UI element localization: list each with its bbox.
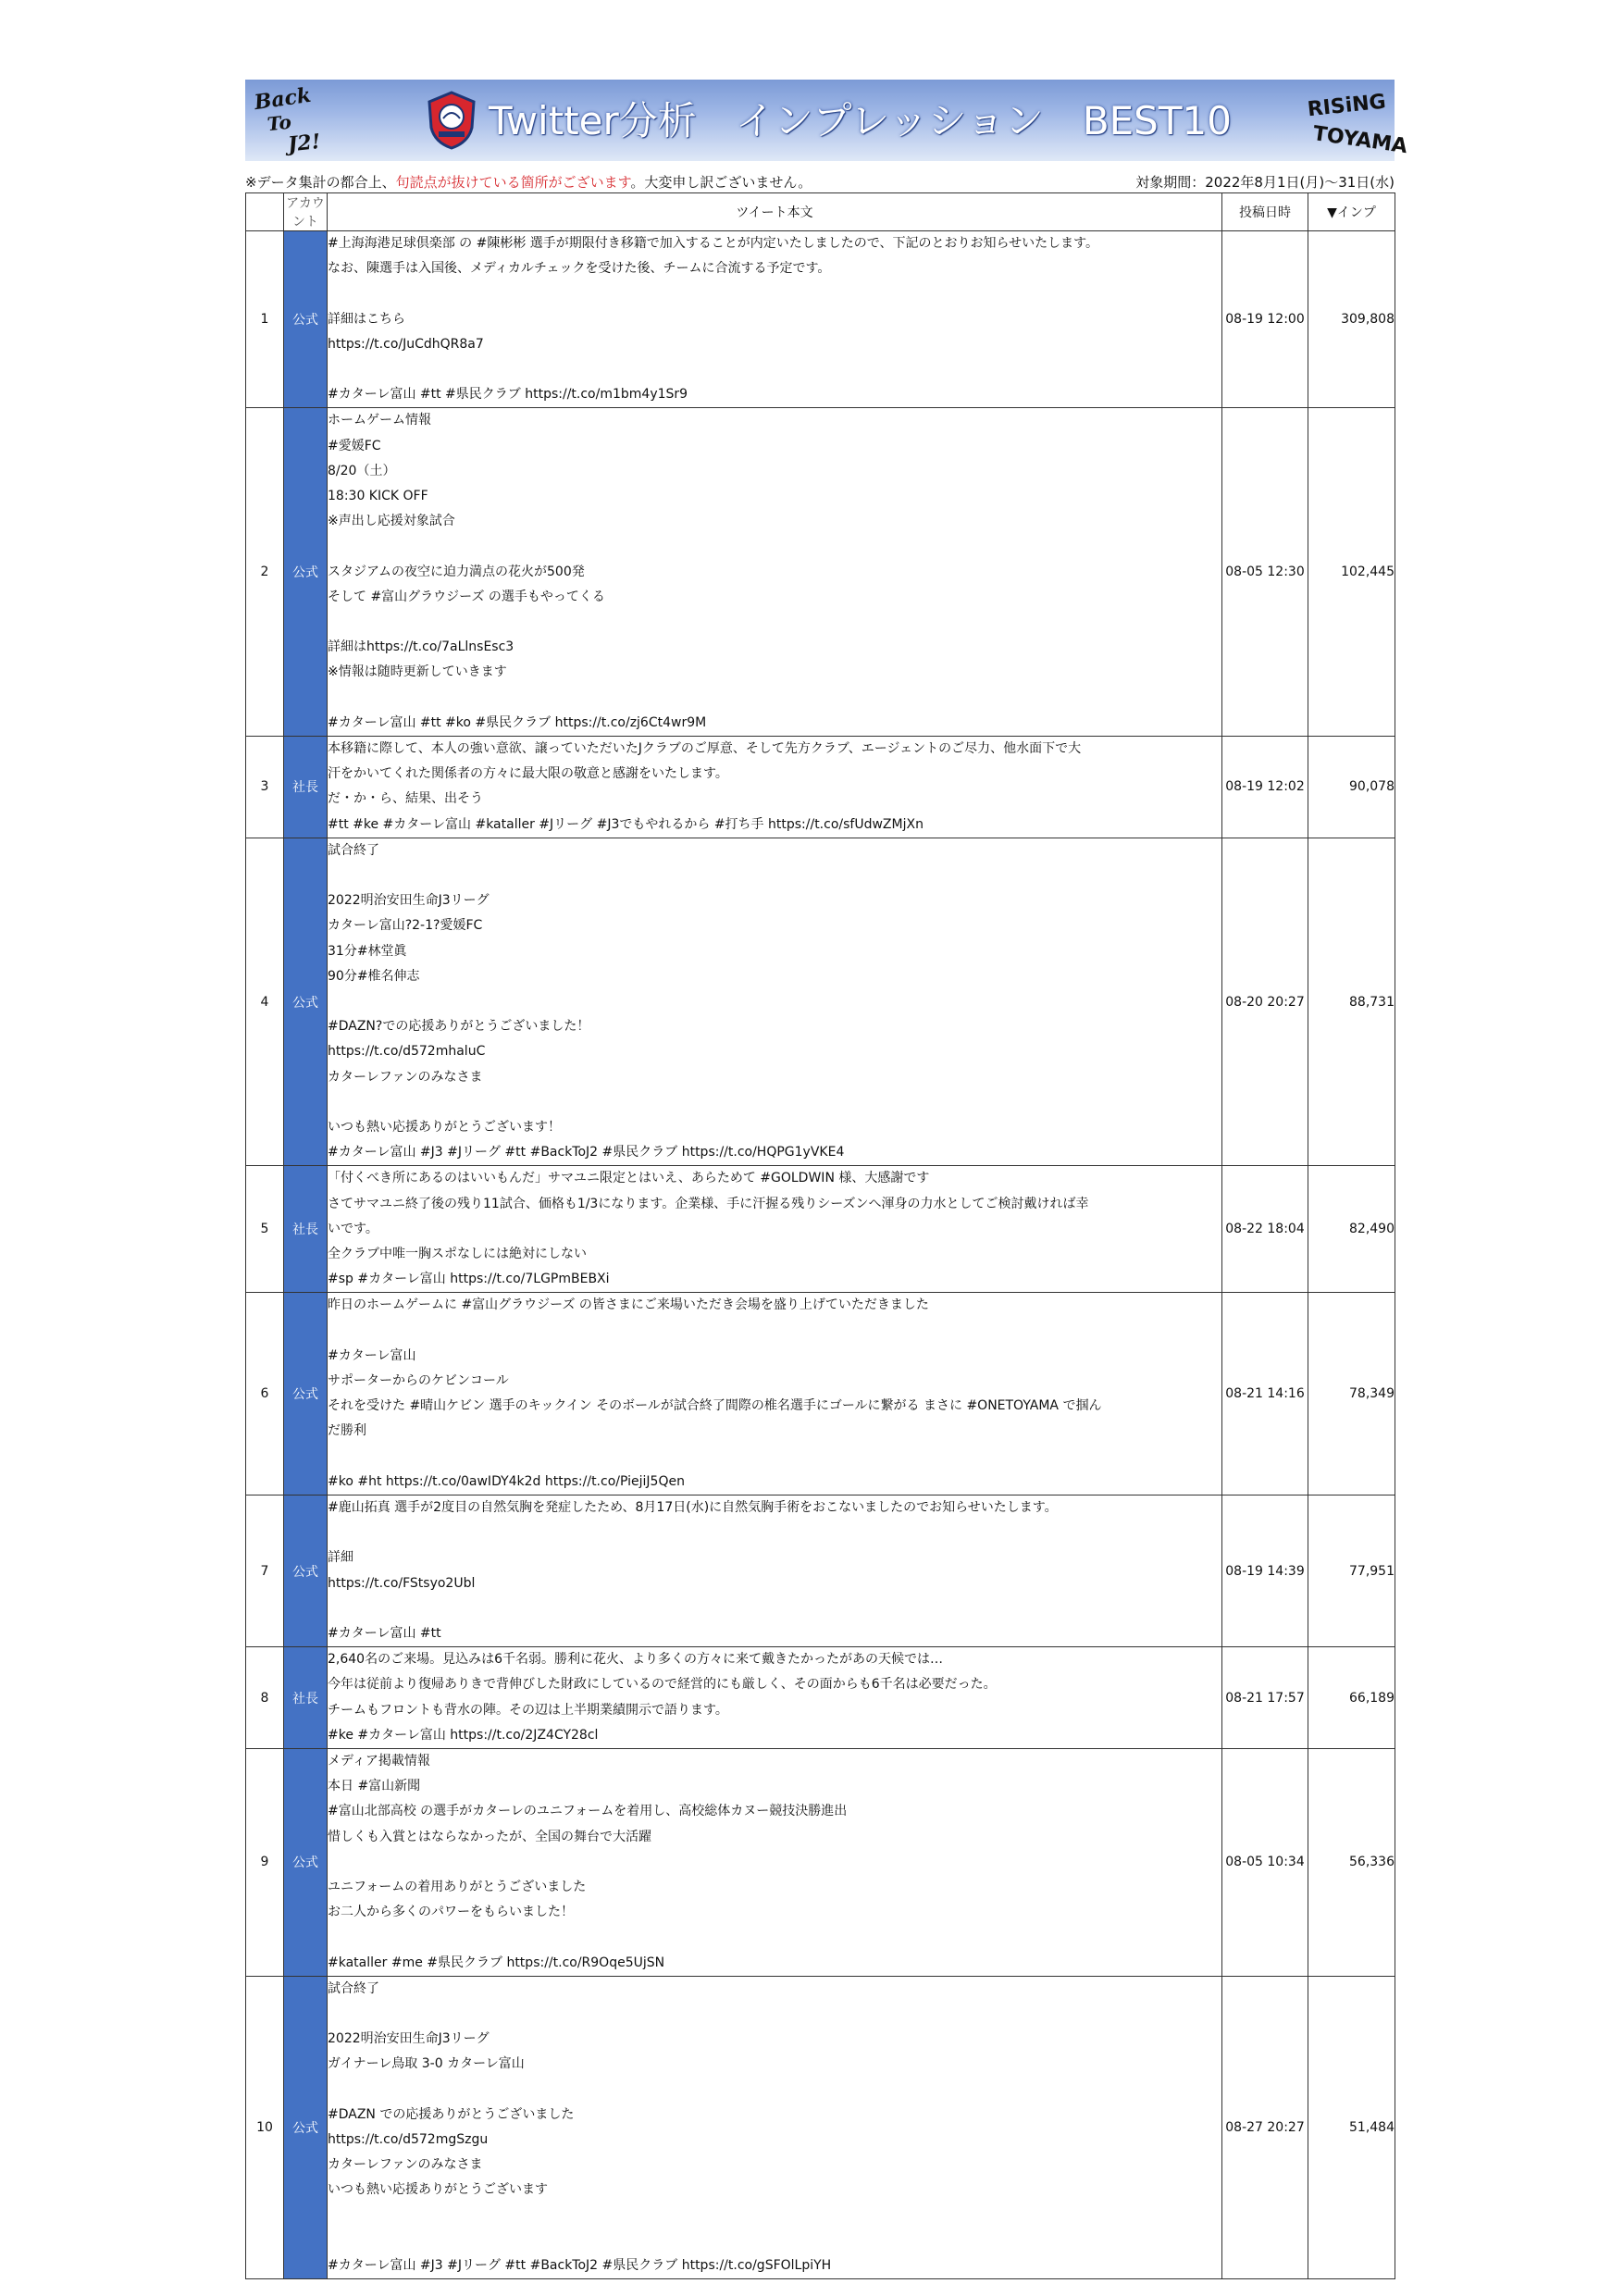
post-date-cell: 08-05 10:34 bbox=[1222, 1749, 1308, 1977]
table-row bbox=[246, 1749, 1395, 1977]
rank-cell: 6 bbox=[246, 1293, 284, 1496]
account-cell: 公式 bbox=[284, 231, 328, 408]
tweet-line bbox=[328, 2203, 1221, 2228]
impressions-cell: 78,349 bbox=[1308, 1293, 1395, 1496]
tweet-line bbox=[328, 989, 1221, 1014]
tweet-line bbox=[328, 1520, 1221, 1545]
rank-cell: 10 bbox=[246, 1976, 284, 2278]
tweet-body-cell bbox=[328, 1749, 1222, 1977]
rank-cell: 1 bbox=[246, 231, 284, 408]
tweet-line: #カターレ富山 #J3 #Jリーグ #tt #BackToJ2 #県民クラブ https://t.co/HQPG1yVKE4 bbox=[328, 1145, 845, 1160]
tweet-line: いつも熱い応援ありがとうございます！ bbox=[328, 1119, 561, 1135]
title-banner bbox=[245, 80, 1409, 161]
tweet-line: 90分#椎名伸志 bbox=[328, 968, 420, 984]
post-date-cell: 08-19 12:02 bbox=[1222, 736, 1308, 838]
impressions-header: ▼インプ bbox=[1308, 193, 1395, 231]
tweet-line bbox=[328, 863, 1221, 888]
impressions-cell: 88,731 bbox=[1308, 838, 1395, 1166]
table-row bbox=[246, 1647, 1395, 1749]
svg-text:J2!: J2! bbox=[286, 129, 322, 157]
tweet-line bbox=[328, 2002, 1221, 2027]
tweet-line: 今年は従前より復帰ありきで背伸びした財政にしているので経営的にも厳しく、その面からも6千名は必要だった。 bbox=[328, 1677, 997, 1693]
account-cell: 社長 bbox=[284, 1647, 328, 1749]
tweet-line: https://t.co/JuCdhQR8a7 bbox=[328, 336, 484, 352]
tweet-line: そして #富山グラウジーズ の選手もやってくる bbox=[328, 589, 605, 604]
rank-cell: 8 bbox=[246, 1647, 284, 1749]
tweet-line: #tt #ke #カターレ富山 #kataller #Jリーグ #J3でもやれるから #打ち手 https://t.co/sfUdwZMjXn bbox=[328, 816, 924, 832]
tweet-line: 8/20（土） bbox=[328, 463, 396, 478]
post-date-cell: 08-27 20:27 bbox=[1222, 1976, 1308, 2278]
tweet-line: 昨日のホームゲームに #富山グラウジーズ の皆さまにご来場いただき会場を盛り上げていただきました bbox=[328, 1297, 929, 1313]
impressions-cell: 77,951 bbox=[1308, 1496, 1395, 1647]
tweet-line: https://t.co/d572mgSzgu bbox=[328, 2131, 489, 2147]
tweet-line bbox=[328, 1090, 1221, 1115]
account-cell: 社長 bbox=[284, 736, 328, 838]
back-to-j2-logo bbox=[251, 83, 334, 159]
tweet-line bbox=[328, 610, 1221, 635]
table-row bbox=[246, 838, 1395, 1166]
post-date-cell: 08-22 18:04 bbox=[1222, 1166, 1308, 1293]
tweet-line: 「付くべき所にあるのはいいもんだ」サマユニ限定とはいえ、あらためて #GOLDWIN 様、大感謝です bbox=[328, 1171, 930, 1186]
tweet-line: いつも熱い応援ありがとうございます bbox=[328, 2182, 548, 2198]
tweet-line bbox=[328, 534, 1221, 559]
tweet-line: 試合終了 bbox=[328, 1980, 379, 1996]
tweet-line: #富山北部高校 の選手がカターレのユニフォームを着用し、高校総体カヌー競技決勝進出 bbox=[328, 1804, 848, 1819]
tweet-line bbox=[328, 1596, 1221, 1621]
rank-cell: 2 bbox=[246, 408, 284, 737]
rank-cell: 9 bbox=[246, 1749, 284, 1977]
impressions-cell: 56,336 bbox=[1308, 1749, 1395, 1977]
table-row bbox=[246, 408, 1395, 737]
tweet-line bbox=[328, 686, 1221, 711]
account-cell: 公式 bbox=[284, 1496, 328, 1647]
post-date-cell: 08-19 14:39 bbox=[1222, 1496, 1308, 1647]
tweet-line: 詳細はこちら bbox=[328, 311, 405, 327]
tweet-line: 本日 #富山新聞 bbox=[328, 1779, 421, 1794]
tweet-line: カターレ富山?2-1?愛媛FC bbox=[328, 918, 483, 934]
tweet-line: ガイナーレ鳥取 3-0 カターレ富山 bbox=[328, 2056, 525, 2072]
tweet-line: #kataller #me #県民クラブ https://t.co/R9Oqe5UjSN bbox=[328, 1955, 665, 1970]
table-row bbox=[246, 1166, 1395, 1293]
tweet-line bbox=[328, 2078, 1221, 2103]
note-prefix: ※データ集計の都合上、 bbox=[245, 174, 396, 191]
tweet-line: だ勝利 bbox=[328, 1423, 366, 1439]
impressions-cell: 66,189 bbox=[1308, 1647, 1395, 1749]
table-row bbox=[246, 1496, 1395, 1647]
tweet-line: サポーターからのケビンコール bbox=[328, 1373, 509, 1388]
tweet-line: #ke #カターレ富山 https://t.co/2JZ4CY28cl bbox=[328, 1727, 599, 1743]
tweet-line bbox=[328, 357, 1221, 382]
table-row bbox=[246, 231, 1395, 408]
account-cell: 公式 bbox=[284, 1976, 328, 2278]
tweet-line: #ko #ht https://t.co/0awIDY4k2d https://t.co/PiejiJ5Qen bbox=[328, 1473, 685, 1489]
tweet-line bbox=[328, 2228, 1221, 2253]
impressions-cell: 90,078 bbox=[1308, 736, 1395, 838]
tweet-body-header: ツイート本文 bbox=[328, 193, 1222, 231]
table-header-row bbox=[246, 193, 1395, 231]
tweet-body-cell bbox=[328, 736, 1222, 838]
tweet-line: #DAZN?での応援ありがとうございました！ bbox=[328, 1019, 590, 1035]
tweet-line: 惜しくも入賞とはならなかったが、全国の舞台で大活躍 bbox=[328, 1829, 651, 1844]
post-date-cell: 08-05 12:30 bbox=[1222, 408, 1308, 737]
tweet-line: #カターレ富山 #tt bbox=[328, 1625, 441, 1641]
tweet-line: ※声出し応援対象試合 bbox=[328, 514, 455, 529]
account-cell: 公式 bbox=[284, 1749, 328, 1977]
note-suffix: 。大変申し訳ございません。 bbox=[630, 174, 812, 191]
club-emblem-icon bbox=[426, 91, 477, 150]
svg-text:Back: Back bbox=[253, 82, 313, 116]
account-cell: 公式 bbox=[284, 838, 328, 1166]
table-row bbox=[246, 1976, 1395, 2278]
post-date-cell: 08-20 20:27 bbox=[1222, 838, 1308, 1166]
tweet-line: カターレファンのみなさま bbox=[328, 2157, 483, 2173]
svg-text:TOYAMA: TOYAMA bbox=[1311, 122, 1409, 159]
tweet-line bbox=[328, 1445, 1221, 1470]
tweet-line: チームもフロントも背水の陣。その辺は上半期業績開示で語ります。 bbox=[328, 1702, 728, 1718]
rank-cell: 5 bbox=[246, 1166, 284, 1293]
table-row bbox=[246, 1293, 1395, 1496]
tweet-line: 本移籍に際して、本人の強い意欲、譲っていただいたJクラブのご厚意、そして先方クラブ、エージェントのご尽力、他水面下で大 bbox=[328, 740, 1082, 756]
rank-cell: 3 bbox=[246, 736, 284, 838]
tweet-body-cell bbox=[328, 1976, 1222, 2278]
tweet-line: 詳細はhttps://t.co/7aLlnsEsc3 bbox=[328, 639, 514, 655]
tweet-line: ※情報は随時更新していきます bbox=[328, 664, 507, 680]
tweet-line: さてサマユニ終了後の残り11試合、価格も1/3になります。企業様、手に汗握る残りシーズンへ渾身の力水としてご検討戴ければ幸 bbox=[328, 1196, 1089, 1211]
tweet-line: 汗をかいてくれた関係者の方々に最大限の敬意と感謝をいたします。 bbox=[328, 766, 728, 782]
tweet-line: 試合終了 bbox=[328, 842, 379, 858]
impressions-cell: 82,490 bbox=[1308, 1166, 1395, 1293]
tweet-line: 全クラブ中唯一胸スポなしには絶対にしない bbox=[328, 1247, 587, 1261]
tweet-line: #sp #カターレ富山 https://t.co/7LGPmBEBXi bbox=[328, 1272, 610, 1287]
tweet-line: いです。 bbox=[328, 1221, 378, 1236]
account-cell: 公式 bbox=[284, 408, 328, 737]
tweet-line bbox=[328, 281, 1221, 306]
tweet-line: 2022明治安田生命J3リーグ bbox=[328, 2031, 490, 2047]
tweet-line: 31分#林堂眞 bbox=[328, 943, 407, 959]
rank-cell: 7 bbox=[246, 1496, 284, 1647]
svg-text:RISiNG: RISiNG bbox=[1306, 90, 1387, 122]
tweet-body-cell bbox=[328, 1647, 1222, 1749]
tweet-line: だ・か・ら、結果、出そう bbox=[328, 791, 483, 807]
tweet-line: #カターレ富山 #tt #ko #県民クラブ https://t.co/zj6Ct4wr9M bbox=[328, 714, 707, 730]
tweet-line: #カターレ富山 bbox=[328, 1347, 416, 1363]
tweet-line: #鹿山拓真 選手が2度目の自然気胸を発症したため、8月17日(水)に自然気胸手術をおこないましたのでお知らせいたします。 bbox=[328, 1500, 1058, 1515]
tweet-line: ホームゲーム情報 bbox=[328, 413, 431, 428]
post-date-cell: 08-21 17:57 bbox=[1222, 1647, 1308, 1749]
data-note bbox=[245, 172, 812, 192]
account-cell: 公式 bbox=[284, 1293, 328, 1496]
impressions-cell: 51,484 bbox=[1308, 1976, 1395, 2278]
tweet-line: お二人から多くのパワーをもらいました！ bbox=[328, 1905, 574, 1920]
tweet-line: #カターレ富山 #tt #県民クラブ https://t.co/m1bm4y1Sr9 bbox=[328, 387, 688, 403]
table-row bbox=[246, 736, 1395, 838]
tweet-body-cell bbox=[328, 1166, 1222, 1293]
post-date-cell: 08-21 14:16 bbox=[1222, 1293, 1308, 1496]
tweet-line: スタジアムの夜空に迫力満点の花火が500発 bbox=[328, 564, 585, 579]
tweet-line: ユニフォームの着用ありがとうございました bbox=[328, 1880, 587, 1894]
impressions-cell: 309,808 bbox=[1308, 231, 1395, 408]
tweet-line bbox=[328, 1925, 1221, 1950]
tweet-line bbox=[328, 1319, 1221, 1344]
tweet-body-cell bbox=[328, 231, 1222, 408]
tweet-line: 2,640名のご来場。見込みは6千名弱。勝利に花火、より多くの方々に来て戴きたかったがあの天候では… bbox=[328, 1652, 943, 1668]
rank-cell: 4 bbox=[246, 838, 284, 1166]
tweet-line: https://t.co/FStsyo2Ubl bbox=[328, 1575, 476, 1591]
tweet-body-cell bbox=[328, 838, 1222, 1166]
tweet-body-cell bbox=[328, 1496, 1222, 1647]
account-cell: 社長 bbox=[284, 1166, 328, 1293]
date-header: 投稿日時 bbox=[1222, 193, 1308, 231]
tweet-line: https://t.co/d572mhaluC bbox=[328, 1044, 486, 1060]
note-warning: 句読点が抜けている箇所がございます bbox=[395, 174, 631, 191]
rank-header bbox=[246, 193, 284, 231]
tweet-line: #カターレ富山 #J3 #Jリーグ #tt #BackToJ2 #県民クラブ https://t.co/gSFOlLpiYH bbox=[328, 2257, 832, 2273]
impressions-cell: 102,445 bbox=[1308, 408, 1395, 737]
tweet-line: それを受けた #晴山ケビン 選手のキックイン そのボールが試合終了間際の椎名選手にゴールに繋がる まさに #ONETOYAMA で掴ん bbox=[328, 1398, 1102, 1414]
svg-text:To: To bbox=[266, 110, 292, 136]
post-date-cell: 08-19 12:00 bbox=[1222, 231, 1308, 408]
tweet-line: #上海海港足球倶楽部 の #陳彬彬 選手が期限付き移籍で加入することが内定いたしましたので、下記のとおりお知らせいたします。 bbox=[328, 236, 1098, 251]
page-title: Twitter分析 インプレッション BEST10 bbox=[489, 98, 1232, 143]
tweet-line: なお、陳選手は入国後、メディカルチェックを受けた後、チームに合流する予定です。 bbox=[328, 261, 831, 277]
tweet-body-cell bbox=[328, 408, 1222, 737]
tweet-line: 2022明治安田生命J3リーグ bbox=[328, 893, 490, 909]
tweet-line: カターレファンのみなさま bbox=[328, 1069, 483, 1085]
tweet-line bbox=[328, 1850, 1221, 1875]
account-header: アカウント bbox=[284, 193, 328, 231]
rising-toyama-logo bbox=[1300, 85, 1409, 159]
tweet-line: メディア掲載情報 bbox=[328, 1754, 430, 1769]
impression-ranking-table bbox=[245, 192, 1395, 2279]
tweet-line: #愛媛FC bbox=[328, 438, 381, 453]
tweet-line: 詳細 bbox=[328, 1550, 353, 1566]
tweet-line: #DAZN での応援ありがとうございました bbox=[328, 2106, 575, 2122]
target-period: 対象期間：2022年8月1日(月)～31日(水) bbox=[1135, 174, 1395, 191]
tweet-line: 18:30 KICK OFF bbox=[328, 489, 428, 503]
tweet-body-cell bbox=[328, 1293, 1222, 1496]
